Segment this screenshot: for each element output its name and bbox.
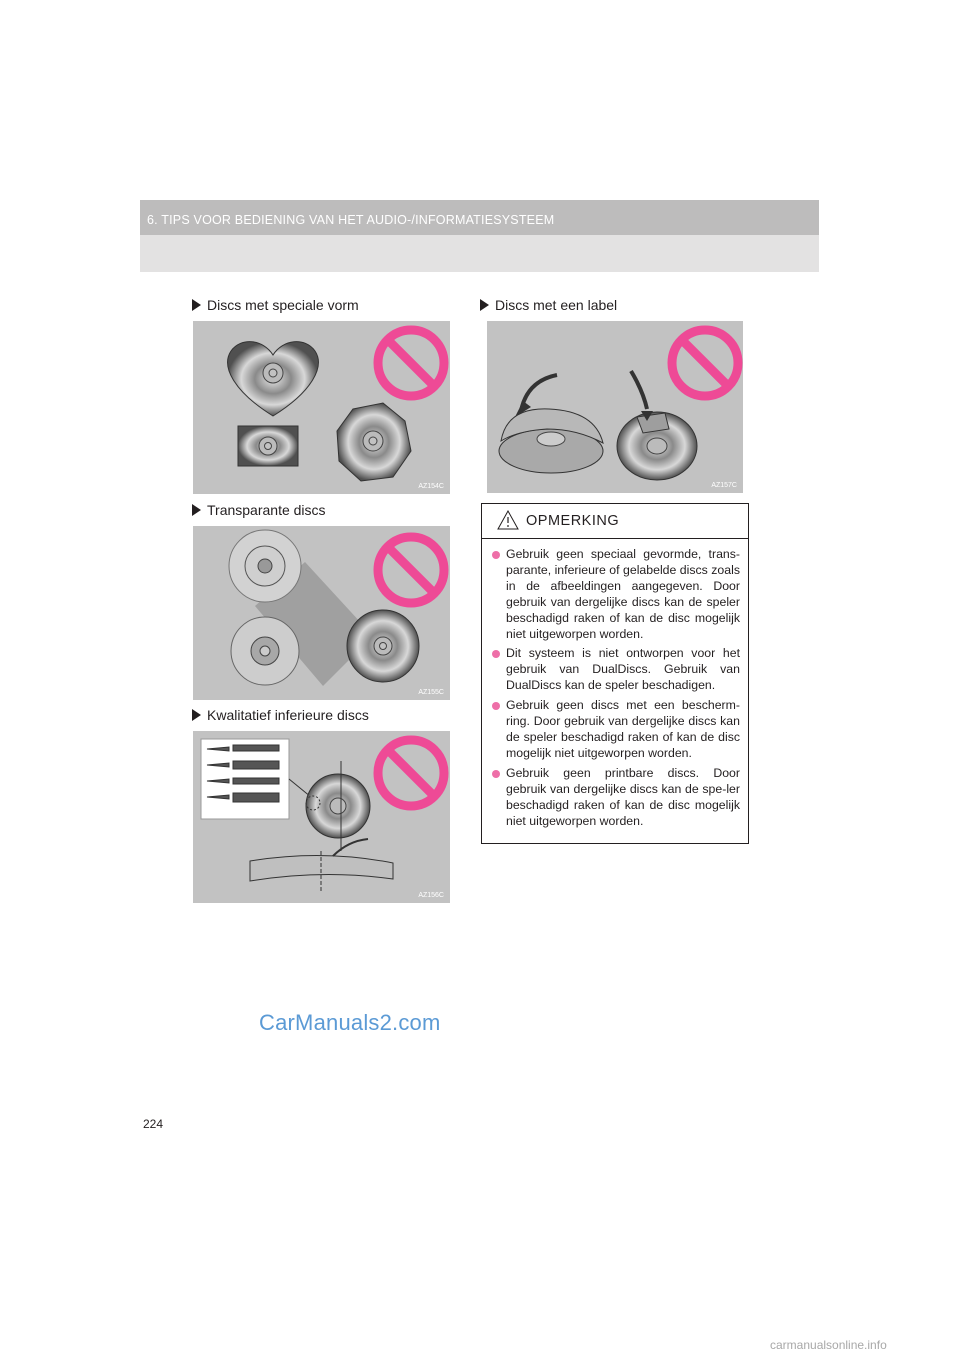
note-item: Gebruik geen discs met een bescherm-ring. Door gebruik van dergelijke discs kan de speler beschadigd raken of kan de disc mogelijk niet uitgeworpen worden. — [492, 698, 740, 762]
note-item: Dit systeem is niet ontworpen voor het gebruik van DualDiscs. Gebruik van DualDiscs kan de speler beschadigen. — [492, 646, 740, 694]
section-label-labeled — [480, 297, 617, 313]
section-label-inferior — [192, 707, 369, 723]
arrow-icon — [192, 504, 201, 516]
note-header — [482, 504, 748, 539]
section-text: Kwalitatief inferieure discs — [207, 707, 369, 723]
figure-labeled-discs — [487, 321, 743, 493]
section-text: Discs met speciale vorm — [207, 297, 359, 313]
note-list — [482, 539, 748, 829]
bullet-icon — [492, 551, 500, 559]
section-label-special-shape — [192, 297, 359, 313]
watermark-text: CarManuals2.com — [259, 1010, 441, 1035]
arrow-icon — [480, 299, 489, 311]
header-sub-band — [140, 235, 819, 272]
bullet-icon — [492, 770, 500, 778]
figure-code: AZ156C — [418, 892, 444, 899]
warning-icon — [497, 510, 519, 530]
note-box — [481, 503, 749, 844]
note-item: Gebruik geen speciaal gevormde, trans-parante, inferieure of gelabelde discs zoals in de afbeeldingen aangegeven. Door gebruik van dergelijke discs kan de speler beschadigd raken of kan de disc mogelijk niet uitgeworpen worden. — [492, 547, 740, 642]
note-title: OPMERKING — [526, 513, 620, 529]
figure-transparent-discs — [193, 526, 450, 700]
figure-code: AZ154C — [418, 483, 444, 490]
section-text: Transparante discs — [207, 502, 326, 518]
figure-special-shape-discs — [193, 321, 450, 494]
bullet-icon — [492, 650, 500, 658]
arrow-icon — [192, 299, 201, 311]
chapter-header — [140, 200, 819, 235]
note-item: Gebruik geen printbare discs. Door gebruik van dergelijke discs kan de spe-ler beschadigd raken of kan de disc mogelijk niet uitgeworpen worden. — [492, 766, 740, 830]
section-label-transparent — [192, 502, 326, 518]
footer-watermark: carmanualsonline.info — [770, 1338, 887, 1352]
page-number: 224 — [143, 1117, 164, 1131]
chapter-title: 6. TIPS VOOR BEDIENING VAN HET AUDIO-/INFORMATIESYSTEEM — [147, 213, 555, 227]
figure-code: AZ157C — [711, 482, 737, 489]
bullet-icon — [492, 702, 500, 710]
arrow-icon — [192, 709, 201, 721]
section-text: Discs met een label — [495, 297, 618, 313]
figure-code: AZ155C — [418, 689, 444, 696]
figure-inferior-discs — [193, 731, 450, 903]
